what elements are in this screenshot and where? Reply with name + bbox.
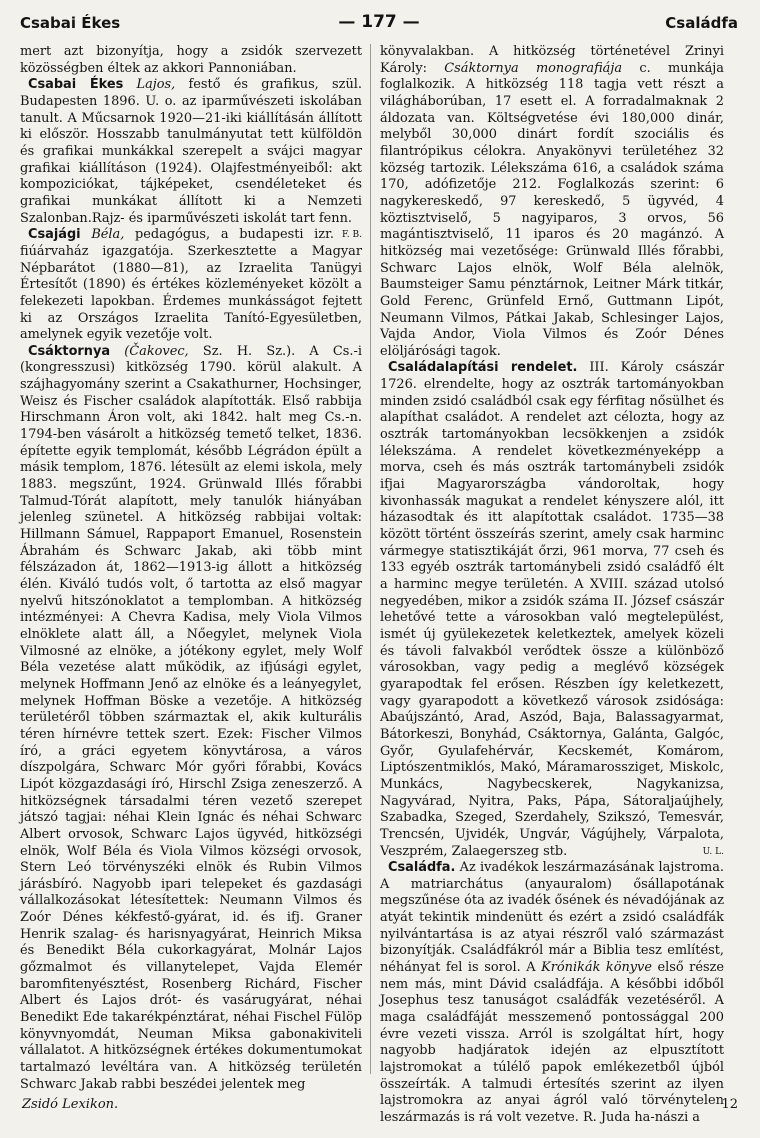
entry-headword: Csabai Ékes [28, 77, 124, 93]
entry-given-name: Lajos, [136, 77, 176, 93]
header-left-catchword: Csabai Ékes [20, 14, 121, 32]
entry-text: pedagógus, a budapesti izr. fiúárvaház igazgatója. Szerkesztette a Magyar Népbarátot (1880—81), az Izraelita Tanügyi Értesítőt (1890) és értékes közleményeket közölt a felekezeti lapokban. Érdemes munkásságot fejtett ki az Országos Izraelita Tanító-Egyesületben, amelynek egyik vezetője volt. [20, 227, 362, 343]
entry-alt-name: (Čakovec, [124, 343, 189, 359]
signature-number: 12 [721, 1097, 738, 1112]
book-title: Krónikák könyve [541, 960, 652, 976]
entry-text: könyvalakban. A hitközség történetével Zrinyi Károly: [380, 44, 724, 76]
page-header [20, 12, 738, 36]
author-signature: U. L. [702, 846, 724, 857]
book-title: Csáktornya monografiája [444, 60, 623, 76]
continuation-paragraph [380, 44, 724, 360]
entry-headword: Családfa. [388, 860, 456, 876]
publication-title: Zsidó Lexikon. [22, 1097, 119, 1112]
entry-text: c. munkája foglalkozik. A hitközség 118 tagja vett részt a világháborúban, 17 esett el. A forradalmaknak 2 áldozata van. Költségvetése évi 180,000 dinár, melyből 30,000 dinárt fordít szociális és filantrópikus célokra. Anyakönyvi területéhez 32 község tartozik. Lélekszáma 616, a családok száma 170, adófizetője 212. Foglalkozás szerint: 6 nagykereskedő, 97 kereskedő, 5 ügyvéd, 4 köztisztviselő, 5 nagyiparos, 3 orvos, 56 magántisztviselő, 11 iparos és 20 magánzó. A hitközség mai vezetősége: Grünwald Illés főrabbi, Schwarc Lajos elnök, Wolf Béla alelnök, Baumsteiger Samu pénztárnok, Leitner Márk titkár, Gold Ferenc, Grünfeld Ernő, Guttmann Lipót, Neumann Vilmos, Pátkai Jakab, Schlesinger Lajos, Vajda Andor, Viola Vilmos és Zoór Dénes elöljárósági tagok. [380, 60, 724, 359]
entry-headword: Csajági [28, 227, 81, 243]
entry-text: Sz. H. Sz.). A Cs.-i (kongresszusi) kitközség 1790. körül alakult. A szájhagyomány szerint a Csakathurner, Hochsinger, Weisz és Fischer családok alapították. Első rabbija Hirschmann Áron volt, aki 1842. halt meg Cs.-n. 1794-ben vásárolt a hitközség temető telket, 1836. építette egyik templomát, később Légrádon épült a másik templom, 1876. létesült az elemi iskola, mely 1883. megszűnt, 1924. Grünwald Illés főrabbi Talmud-Tórát alapított, mely tanulók hiányában jelenleg szünetel. A hitközség rabbijai voltak: Hillmann Sámuel, Rappaport Emanuel, Rosenstein Ábrahám és Schwarc Jakab, aki több mint félszázadon át, 1862—1913-ig állott a hitközség élén. Kiváló tudós volt, ő tartotta az első magyar nyelvű hitszónoklatot a templomban. A hitközség intézményei: A Chevra Kadisa, mely Viola Vilmos elnöklete alatt áll, a Nőegylet, melynek Viola Vilmosné az elnöke, a jótékony egylet, mely Wolf Béla vezetése alatt működik, az ifjúsági egylet, melynek Hoffmann Jenő az elnöke és a leányegylet, melynek Hoffman Böske a vezetője. A hitközség területéről többen származtak el, akik kulturális téren hírnévre tettek szert. Ezek: Fischer Vilmos író, a gráci egyetem könyvtárosa, a város díszpolgára, Schwarc Mór győri főrabbi, Kovács Lipót közgazdasági író, Hirschl Zsiga zeneszerző. A hitközségnek társadalmi téren vezető szerepet játszó tagjai: néhai Klein Ignác és néhai Schwarc Albert orvosok, Schwarc Lajos ügyvéd, hitközségi elnök, Wolf Béla és Viola Vilmos községi orvosok, Stern Leó törvényszéki elnök és Rubin Vilmos járásbíró. Nagyobb ipari telepeket és gazdasági vállalkozásokat létesítettek: Neumann Vilmos és Zoór Dénes kékfestő-gyárat, id. és ifj. Graner Henrik szalag- és harisnyagyárat, Heinrich Miksa és Benedikt Béla cukorkagyárat, Molnár Lajos gőzmalmot és villanytelepet, Vajda Elemér baromfitenyésztést, Rosenberg Richárd, Fischer Albert és Lajos drót- és vasárugyárat, néhai Benedikt Ede takarékpénztárat, néhai Fischel Fülöp könyvnyomdát, Neuman Miksa gabonakiviteli vállalatot. A hitközségnek értékes dokumentumokat tartalmazó levéltára van. A hitközség területén Schwarc Jakab rabbi beszédei jelentek meg [20, 343, 362, 1092]
entry-csajagi-bela [20, 227, 362, 344]
entry-csaktornya [20, 344, 362, 1094]
entry-headword: Csáktornya [28, 343, 111, 359]
entry-text: festő és grafikus, szül. Budapesten 1896. U. o. az iparművészeti iskolában tanult. A Műcsarnok 1920—21-iki kiállításán állított ki először. Hosszabb tanulmányutat tett külföldön és grafikai munkákkal szerepelt a svájci magyar grafikai kiállításon (1924). Olajfestményeiből: akt kompoziciókat, tájképeket, csendéleteket és grafikai munkákat állított ki a Nemzeti Szalonban.Rajz- és iparművészeti iskolát tart fenn. [20, 77, 362, 226]
entry-given-name: Béla, [91, 227, 125, 243]
author-signature: F. B. [341, 230, 362, 241]
page-footer [22, 1091, 738, 1115]
entry-csaladfa [380, 860, 724, 1127]
column-divider [370, 44, 371, 1074]
page-number: — 177 — [338, 12, 420, 32]
header-right-catchword: Családfa [665, 14, 738, 32]
entry-headword: Családalapítási rendelet. [388, 360, 578, 376]
entry-text: első része nem más, mint Dávid családfája. A későbbi időből Josephus tesz tanuságot családfák vezetéséről. A maga családfáját messzemenő pontossággal 200 évre vezeti vissza. Arról is szolgáltat hírt, hogy nagyobb hadjáratok idején az elpusztított lajstromokat a túlélő papok emlékezetből újból összeírták. A talmudi értesítés szerint az ilyen lajstromokra az anyai ágról való törvénytelen leszármazás is rá volt vezetve. R. Juda ha-nászi a [380, 960, 724, 1125]
right-column [380, 44, 724, 1125]
entry-text: Az ivadékok leszármazásának lajstroma. A matriarchátus (anyauralom) ősállapotának megszűnése óta az ivadék ősének és névadójának az atyát tekintik mindenütt és ezért a zsidó családfák nyilvántartása is az atyai részről való származást bizonyítják. Családfákról már a Biblia tesz említést, néhányat fel is sorol. A [380, 860, 724, 976]
left-column [20, 44, 362, 1092]
entry-csaladalapitasi-rendelet [380, 360, 724, 860]
continuation-paragraph: mert azt bizonyítja, hogy a zsidók szervezett közösségben éltek az akkori Pannoniában. [20, 44, 362, 76]
entry-text: III. Károly császár 1726. elrendelte, hogy az osztrák tartományokban minden zsidó családból csak egy férfitag nősülhet és alapíthat családot. A rendelet azt célozta, hogy az osztrák tartományokban lecsökkenjen a zsidók lélekszáma. A rendelet következményeképp a morva, cseh és más osztrák tartománybeli zsidók ifjai Magyarországba vándoroltak, hogy kivonhassák magukat a rendelet kényszere alól, itt házasodtak és itt alapítottak családot. 1735—38 között történt összeírás szerint, amely csak harminc vármegye statisztikáját őrzi, 961 morva, 77 cseh és 133 egyéb osztrák tartománybeli zsidó családfő élt a harminc megye területén. A XVIII. század utolsó negyedében, mikor a zsidók száma II. József császár lehetővé tette a városokban való megtelepülést, ismét új gyülekezetek keletkeztek, amelyek közeli és távoli falvakból verődtek össze a különböző városokban, vagy pedig a meglévő községek gyarapodtak fel erősen. Részben így keletkezett, vagy gyarapodott a következő városok zsidósága: Abaújszántó, Arad, Aszód, Baja, Balassagyarmat, Bátorkeszi, Bonyhád, Csáktornya, Galánta, Galgóc, Győr, Gyulafehérvár, Kecskemét, Komárom, Liptószentmiklós, Makó, Máramarossziget, Miskolc, Munkács, Nagybecskerek, Nagykanizsa, Nagyvárad, Nyitra, Paks, Pápa, Sátoraljaújhely, Szabadka, Szeged, Szerdahely, Szikszó, Temesvár, Trencsén, Ujvidék, Ungvár, Vágújhely, Várpalota, Veszprém, Zalaegerszeg stb. [380, 360, 724, 859]
